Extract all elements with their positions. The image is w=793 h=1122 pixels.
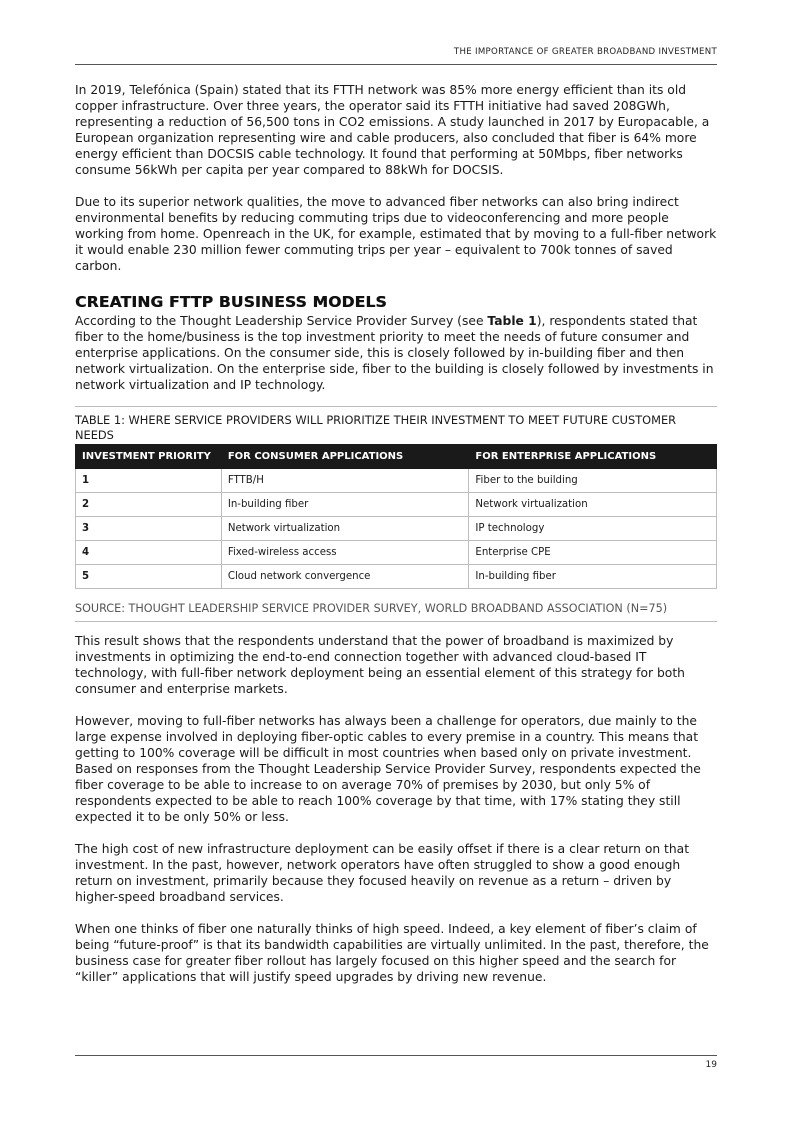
consumer-cell: Network virtualization	[221, 517, 469, 541]
table-caption: TABLE 1: WHERE SERVICE PROVIDERS WILL PRIORITIZE THEIR INVESTMENT TO MEET FUTURE CUSTOMER NEEDS	[75, 413, 677, 442]
investment-priority-table	[75, 444, 717, 589]
table-header-row	[76, 445, 717, 469]
paragraph-commuting: Due to its superior network qualities, the move to advanced fiber networks can also bring indirect environmental benefits by reducing commuting trips due to videoconferencing and more people working from home. Openreach in the UK, for example, estimated that by moving to a full-fiber network it would enable 230 million fewer commuting trips per year – equivalent to 700k tonnes of saved carbon.	[75, 195, 717, 273]
table-row	[76, 469, 717, 493]
priority-cell: 5	[76, 565, 222, 589]
page-number: 19	[705, 1060, 717, 1070]
header-investment-priority: INVESTMENT PRIORITY	[76, 445, 222, 469]
header-enterprise-applications: FOR ENTERPRISE APPLICATIONS	[469, 445, 717, 469]
footer-divider	[75, 1055, 717, 1056]
paragraph-coverage: However, moving to full-fiber networks has always been a challenge for operators, due mainly to the large expense involved in deploying fiber-optic cables to every premise in a country. This means that getting to 100% coverage will be difficult in most countries when based only on private investment. Based on responses from the Thought Leadership Service Provider Survey, respondents expected the fiber coverage to be able to increase to on average 70% of premises by 2030, but only 5% of respondents expected to be able to reach 100% coverage by that time, with 17% stating they still expected it to be only 50% or less.	[75, 714, 701, 824]
consumer-cell: Cloud network convergence	[221, 565, 469, 589]
paragraph-speed: When one thinks of fiber one naturally thinks of high speed. Indeed, a key element of fiber’s claim of being “future-proof” is that its bandwidth capabilities are virtually unlimited. In the past, therefore, the business case for greater fiber rollout has largely focused on this higher speed and the search for “killer” applications that will justify speed upgrades by driving new revenue.	[75, 922, 709, 984]
paragraph-survey-lead	[75, 313, 717, 393]
paragraph-result: This result shows that the respondents understand that the power of broadband is maximized by investments in optimizing the end-to-end connection together with advanced cloud-based IT technology, with full-fiber network deployment being an essential element of this strategy for both consumer and enterprise markets.	[75, 634, 685, 696]
lead-text-end: ), respondents stated that fiber to the home/business is the top investment priority to meet the needs of future consumer and enterprise applications. On the consumer side, this is closely followed by in-building fiber and then network virtualization. On the enterprise side, fiber to the building is closely followed by investments in network virtualization and IP technology.	[75, 314, 714, 392]
section-heading: CREATING FTTP BUSINESS MODELS	[75, 293, 387, 311]
running-header: THE IMPORTANCE OF GREATER BROADBAND INVESTMENT	[453, 47, 717, 57]
header-consumer-applications: FOR CONSUMER APPLICATIONS	[221, 445, 469, 469]
consumer-cell: FTTB/H	[221, 469, 469, 493]
consumer-cell: In-building fiber	[221, 493, 469, 517]
table-row	[76, 565, 717, 589]
paragraph-telefonica: In 2019, Telefónica (Spain) stated that its FTTH network was 85% more energy efficient than its old copper infrastructure. Over three years, the operator said its FTTH initiative had saved 208GWh, representing a reduction of 56,500 tons in CO2 emissions. A study launched in 2017 by Europacable, a European organization representing wire and cable producers, also concluded that fiber is 64% more energy efficient than DOCSIS cable technology. It found that performing at 50Mbps, fiber networks consume 56kWh per capita per year compared to 88kWh for DOCSIS.	[75, 83, 710, 177]
priority-cell: 4	[76, 541, 222, 565]
priority-cell: 2	[76, 493, 222, 517]
table-source-note: SOURCE: THOUGHT LEADERSHIP SERVICE PROVIDER SURVEY, WORLD BROADBAND ASSOCIATION (N=75)	[75, 602, 668, 615]
paragraph-return: The high cost of new infrastructure deployment can be easily offset if there is a clear return on that investment. In the past, however, network operators have often struggled to show a good enough return on investment, primarily because they focused heavily on revenue as a return – driven by higher-speed broadband services.	[75, 842, 690, 904]
priority-cell: 1	[76, 469, 222, 493]
table-reference: Table 1	[487, 314, 537, 328]
enterprise-cell: IP technology	[469, 517, 717, 541]
header-divider	[75, 64, 717, 65]
table-top-divider	[75, 406, 717, 407]
table-row	[76, 493, 717, 517]
consumer-cell: Fixed-wireless access	[221, 541, 469, 565]
table-row	[76, 541, 717, 565]
enterprise-cell: Fiber to the building	[469, 469, 717, 493]
priority-cell: 3	[76, 517, 222, 541]
enterprise-cell: Network virtualization	[469, 493, 717, 517]
lead-text-start: According to the Thought Leadership Service Provider Survey (see	[75, 314, 488, 328]
enterprise-cell: Enterprise CPE	[469, 541, 717, 565]
enterprise-cell: In-building fiber	[469, 565, 717, 589]
page-content	[75, 82, 717, 985]
table-row	[76, 517, 717, 541]
